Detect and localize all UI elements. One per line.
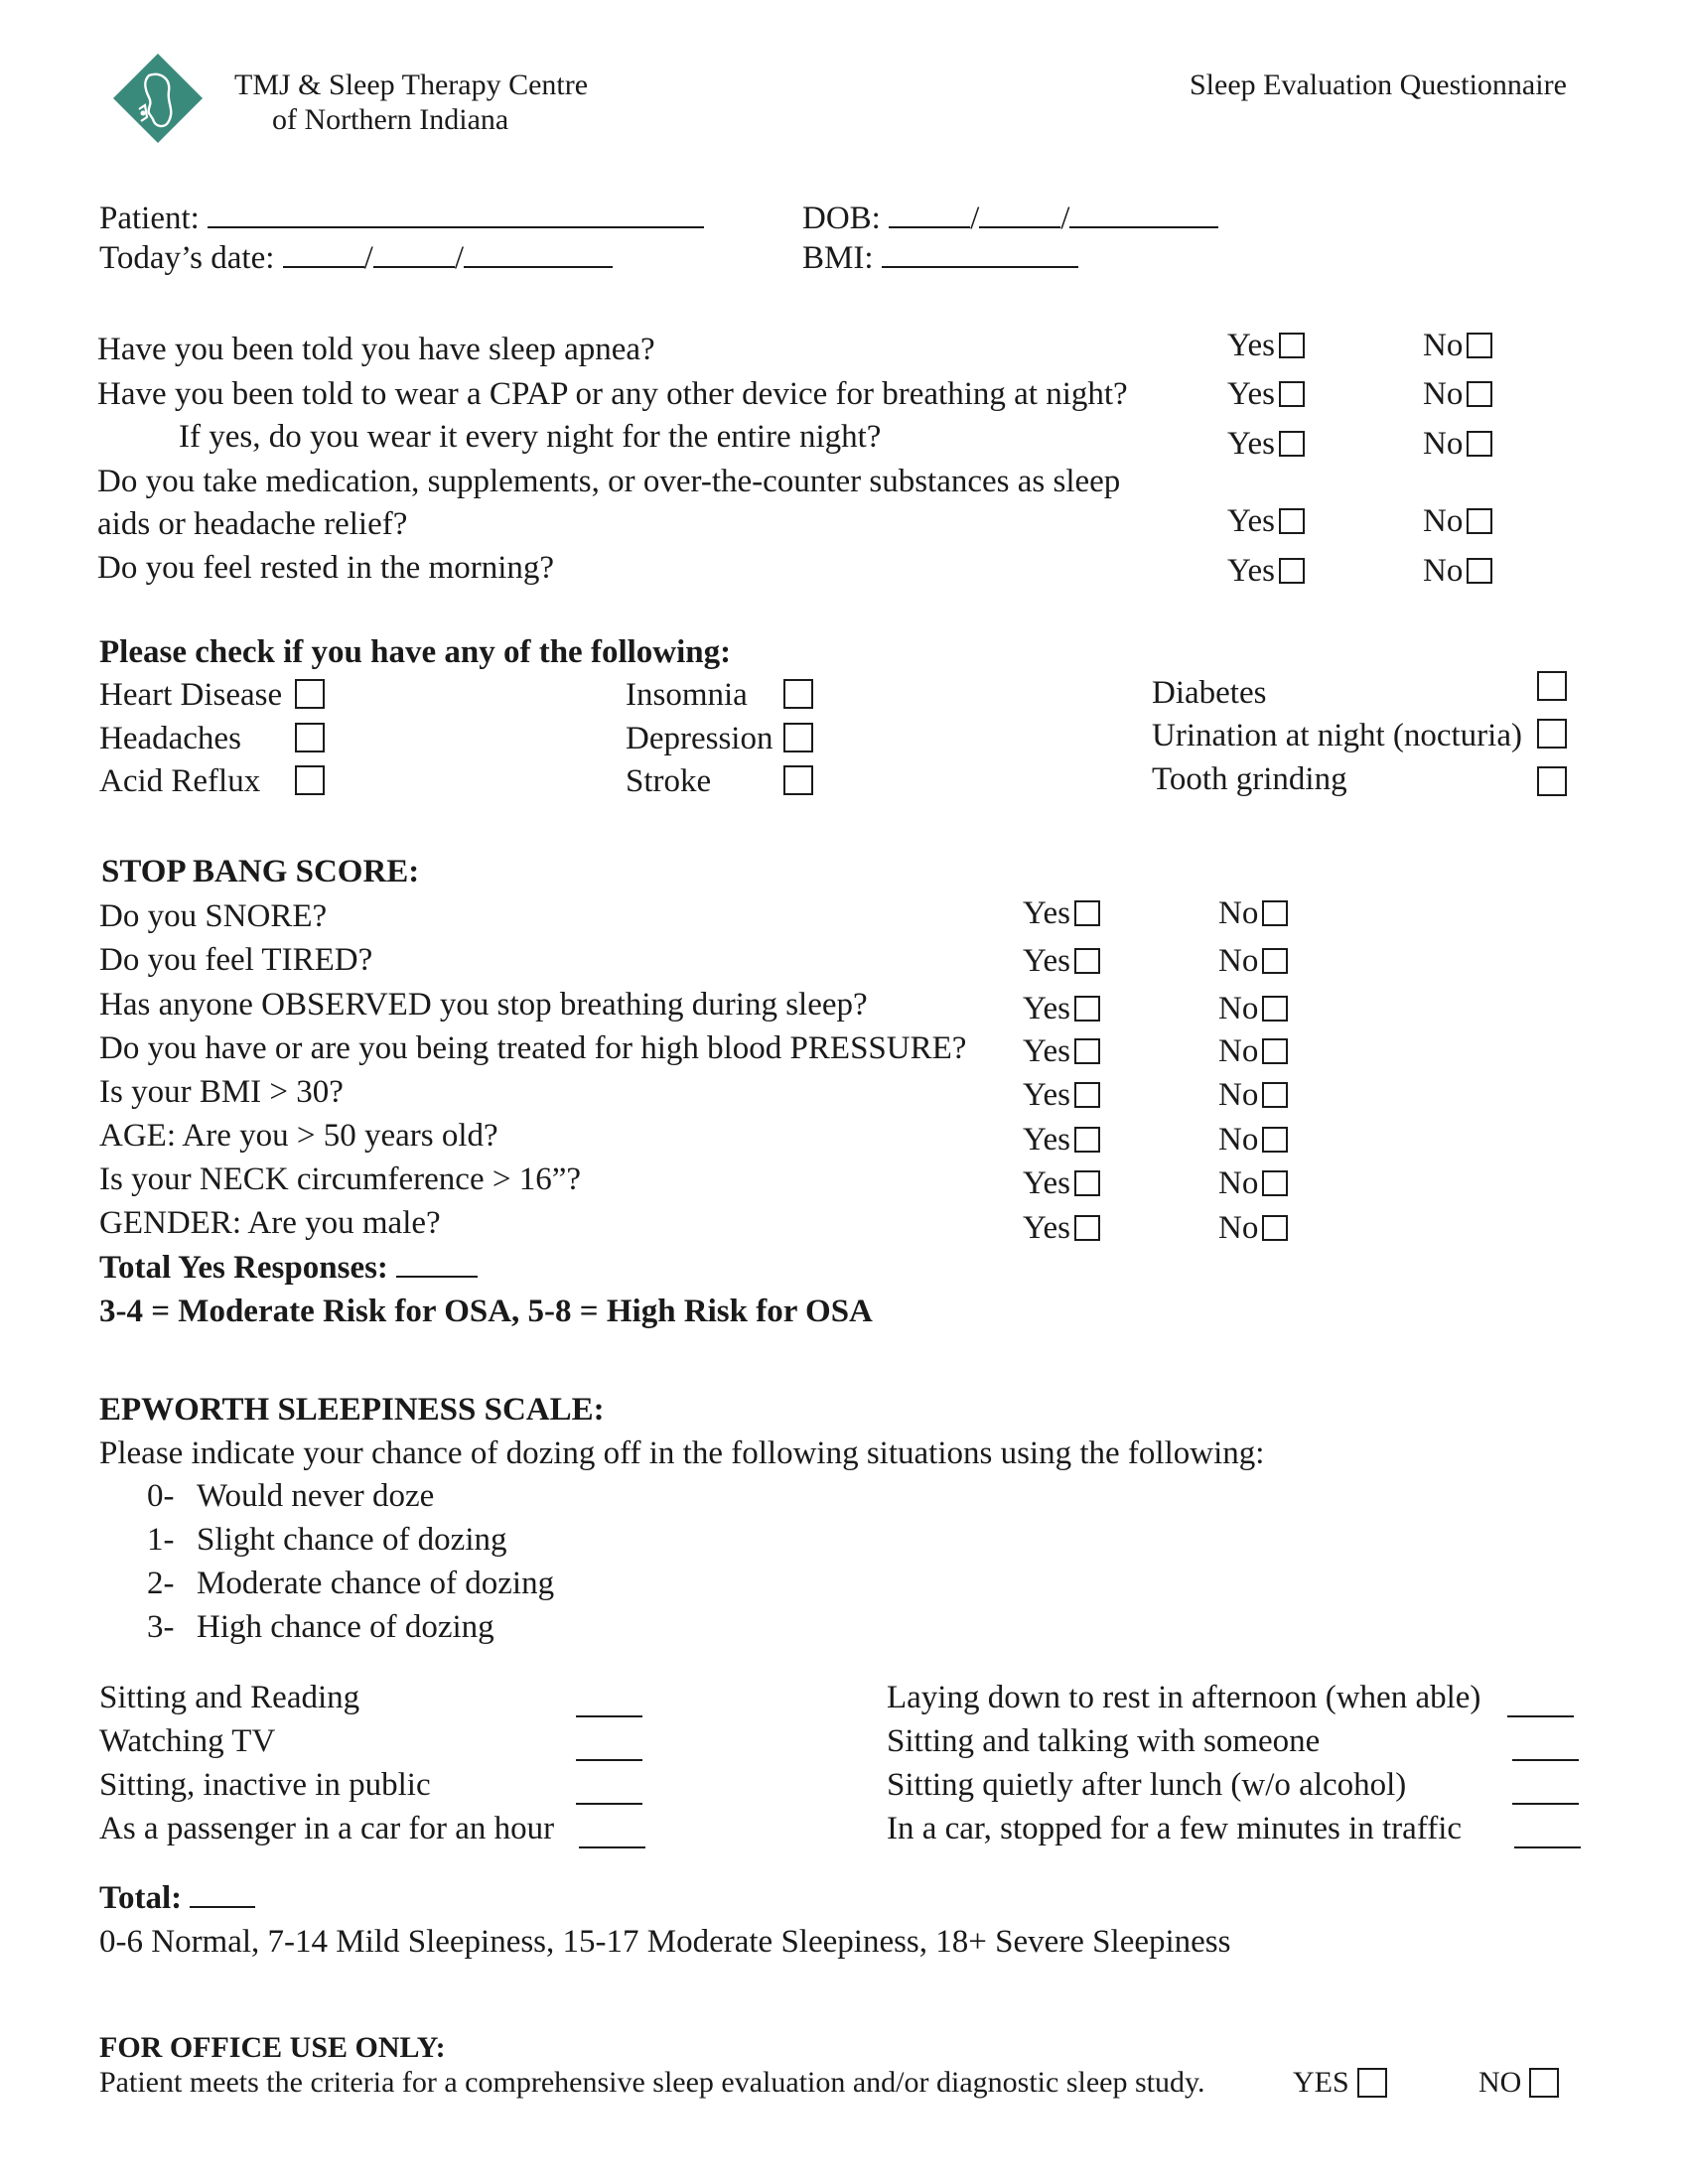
stop-bang-question-age: AGE: Are you > 50 years old? [99, 1118, 498, 1154]
scale-number: 2- [147, 1566, 175, 1601]
office-no-option [1478, 2063, 1559, 2103]
yes-checkbox[interactable] [1074, 1170, 1100, 1196]
no-checkbox[interactable] [1262, 1170, 1288, 1196]
epworth-total-row [99, 1878, 255, 1918]
epworth-total-label: Total: [99, 1880, 183, 1916]
no-option [1218, 1075, 1288, 1115]
condition-depression: Depression [626, 721, 773, 756]
situation-score-field[interactable] [1512, 1731, 1579, 1761]
situation-score-field[interactable] [1512, 1775, 1579, 1805]
no-option [1218, 941, 1288, 981]
yes-label: Yes [1023, 1210, 1071, 1246]
no-checkbox[interactable] [1262, 1215, 1288, 1241]
yes-option [1227, 424, 1305, 464]
no-checkbox[interactable] [1467, 333, 1492, 358]
insomnia-checkbox[interactable] [783, 679, 813, 709]
bmi-label: BMI: [802, 240, 874, 276]
no-option [1423, 551, 1492, 591]
yes-checkbox[interactable] [1279, 508, 1305, 534]
situation-score-field[interactable] [576, 1731, 642, 1761]
heart-disease-checkbox[interactable] [295, 679, 325, 709]
stop-bang-risk-note: 3-4 = Moderate Risk for OSA, 5-8 = High Risk for OSA [99, 1294, 873, 1329]
no-option [1423, 374, 1492, 414]
office-use-heading: FOR OFFICE USE ONLY: [99, 2031, 446, 2064]
yes-checkbox[interactable] [1279, 381, 1305, 407]
yes-option [1023, 989, 1100, 1028]
no-label: No [1218, 1210, 1259, 1246]
no-label: No [1218, 943, 1259, 979]
yes-checkbox[interactable] [1279, 431, 1305, 457]
yes-checkbox[interactable] [1074, 948, 1100, 974]
yes-label: Yes [1023, 1033, 1071, 1069]
epworth-total-field[interactable] [190, 1878, 255, 1908]
no-checkbox[interactable] [1467, 381, 1492, 407]
no-option [1423, 501, 1492, 541]
yes-option [1227, 551, 1305, 591]
yes-checkbox[interactable] [1074, 900, 1100, 926]
yes-option [1023, 1075, 1100, 1115]
yes-label: Yes [1227, 503, 1276, 539]
yes-option [1023, 941, 1100, 981]
scale-text: High chance of dozing [197, 1609, 494, 1645]
yes-checkbox[interactable] [1074, 1127, 1100, 1153]
scale-text: Slight chance of dozing [197, 1522, 507, 1558]
stop-bang-question-tired: Do you feel TIRED? [99, 942, 373, 978]
no-checkbox[interactable] [1467, 508, 1492, 534]
yes-label: Yes [1023, 1165, 1071, 1201]
todays-date-year-field[interactable] [464, 238, 613, 268]
question-cpap-every-night: If yes, do you wear it every night for the entire night? [179, 419, 882, 455]
office-yes-label: YES [1293, 2066, 1349, 2099]
condition-insomnia: Insomnia [626, 677, 748, 713]
headaches-checkbox[interactable] [295, 723, 325, 752]
yes-checkbox[interactable] [1074, 1038, 1100, 1064]
stop-bang-question-neck: Is your NECK circumference > 16”? [99, 1161, 581, 1197]
yes-checkbox[interactable] [1279, 333, 1305, 358]
yes-option [1023, 1031, 1100, 1071]
scale-item [147, 1520, 507, 1560]
no-label: No [1423, 328, 1464, 363]
condition-diabetes: Diabetes [1152, 675, 1267, 711]
dob-row: DOB: / / [802, 199, 1218, 238]
scale-number: 0- [147, 1478, 175, 1514]
no-option [1218, 989, 1288, 1028]
yes-label: Yes [1023, 895, 1071, 931]
todays-date-day-field[interactable] [373, 238, 455, 268]
todays-date-label: Today’s date: [99, 240, 275, 276]
situation-score-field[interactable] [1507, 1688, 1574, 1717]
question-medication-line2: aids or headache relief? [97, 506, 408, 542]
yes-label: Yes [1227, 553, 1276, 589]
scale-item [147, 1476, 434, 1516]
situation-inactive-public: Sitting, inactive in public [99, 1767, 431, 1803]
office-yes-option [1293, 2063, 1387, 2103]
stop-bang-total-field[interactable] [396, 1248, 478, 1278]
no-checkbox[interactable] [1262, 1127, 1288, 1153]
no-checkbox[interactable] [1262, 948, 1288, 974]
no-option [1218, 893, 1288, 933]
no-option [1423, 424, 1492, 464]
yes-option [1023, 1163, 1100, 1203]
situation-score-field[interactable] [1514, 1819, 1581, 1848]
no-label: No [1218, 895, 1259, 931]
scale-number: 3- [147, 1609, 175, 1645]
yes-option [1023, 893, 1100, 933]
situation-laying-down: Laying down to rest in afternoon (when able) [887, 1680, 1481, 1715]
dob-month-field[interactable] [889, 199, 970, 228]
no-label: No [1218, 1122, 1259, 1158]
stop-bang-heading: STOP BANG SCORE: [101, 854, 420, 889]
no-checkbox[interactable] [1467, 431, 1492, 457]
condition-stroke: Stroke [626, 763, 712, 799]
condition-nocturia: Urination at night (nocturia) [1152, 718, 1522, 753]
conditions-heading: Please check if you have any of the following: [99, 634, 732, 670]
condition-acid-reflux: Acid Reflux [99, 763, 261, 799]
depression-checkbox[interactable] [783, 723, 813, 752]
yes-checkbox[interactable] [1074, 1082, 1100, 1108]
condition-headaches: Headaches [99, 721, 241, 756]
situation-score-field[interactable] [576, 1688, 642, 1717]
todays-date-month-field[interactable] [283, 238, 364, 268]
dob-day-field[interactable] [979, 199, 1060, 228]
no-label: No [1423, 376, 1464, 412]
yes-option [1023, 1120, 1100, 1160]
condition-heart-disease: Heart Disease [99, 677, 283, 713]
question-medication-line1: Do you take medication, supplements, or over-the-counter substances as sleep [97, 464, 1121, 499]
office-no-checkbox[interactable] [1529, 2068, 1559, 2098]
org-name-line2: of Northern Indiana [272, 103, 509, 136]
no-option [1218, 1120, 1288, 1160]
yes-option [1227, 326, 1305, 365]
stop-bang-question-observed: Has anyone OBSERVED you stop breathing during sleep? [99, 987, 868, 1023]
scale-text: Moderate chance of dozing [197, 1566, 555, 1601]
scale-item [147, 1607, 494, 1647]
no-label: No [1423, 426, 1464, 462]
scale-number: 1- [147, 1522, 175, 1558]
yes-option [1227, 374, 1305, 414]
org-name-line1: TMJ & Sleep Therapy Centre [234, 68, 589, 101]
situation-stopped-traffic: In a car, stopped for a few minutes in traffic [887, 1811, 1463, 1846]
acid-reflux-checkbox[interactable] [295, 765, 325, 795]
no-checkbox[interactable] [1262, 1038, 1288, 1064]
stop-bang-total-row [99, 1248, 478, 1288]
no-checkbox[interactable] [1262, 1082, 1288, 1108]
no-label: No [1218, 1033, 1259, 1069]
stop-bang-question-bmi: Is your BMI > 30? [99, 1074, 344, 1110]
yes-label: Yes [1023, 1122, 1071, 1158]
scale-item [147, 1564, 554, 1603]
yes-checkbox[interactable] [1074, 1215, 1100, 1241]
todays-date-row: Today’s date: / / [99, 238, 613, 278]
situation-passenger-car: As a passenger in a car for an hour [99, 1811, 555, 1846]
no-label: No [1218, 1165, 1259, 1201]
no-label: No [1423, 503, 1464, 539]
yes-label: Yes [1227, 426, 1276, 462]
yes-label: Yes [1023, 1077, 1071, 1113]
yes-checkbox[interactable] [1074, 996, 1100, 1022]
situation-watching-tv: Watching TV [99, 1723, 276, 1759]
yes-label: Yes [1227, 376, 1276, 412]
stroke-checkbox[interactable] [783, 765, 813, 795]
no-option [1423, 326, 1492, 365]
question-rested: Do you feel rested in the morning? [97, 550, 555, 586]
office-yes-checkbox[interactable] [1357, 2068, 1387, 2098]
yes-label: Yes [1023, 943, 1071, 979]
patient-row [99, 199, 704, 238]
yes-label: Yes [1227, 328, 1276, 363]
situation-score-field[interactable] [579, 1819, 645, 1848]
situation-after-lunch: Sitting quietly after lunch (w/o alcohol) [887, 1767, 1407, 1803]
no-label: No [1218, 991, 1259, 1026]
clinic-logo [109, 50, 207, 147]
epworth-heading: EPWORTH SLEEPINESS SCALE: [99, 1392, 605, 1428]
no-checkbox[interactable] [1467, 558, 1492, 584]
yes-option [1227, 501, 1305, 541]
yes-label: Yes [1023, 991, 1071, 1026]
form-title: Sleep Evaluation Questionnaire [1190, 68, 1567, 101]
no-option [1218, 1163, 1288, 1203]
epworth-legend: 0-6 Normal, 7-14 Mild Sleepiness, 15-17 Moderate Sleepiness, 18+ Severe Sleepiness [99, 1924, 1231, 1960]
yes-checkbox[interactable] [1279, 558, 1305, 584]
patient-label: Patient: [99, 201, 200, 236]
condition-tooth-grinding: Tooth grinding [1152, 761, 1347, 797]
no-checkbox[interactable] [1262, 996, 1288, 1022]
situation-score-field[interactable] [576, 1775, 642, 1805]
stop-bang-total-label: Total Yes Responses: [99, 1250, 388, 1286]
scale-text: Would never doze [197, 1478, 435, 1514]
bmi-field[interactable] [882, 238, 1078, 268]
situation-talking: Sitting and talking with someone [887, 1723, 1321, 1759]
yes-option [1023, 1208, 1100, 1248]
tooth-grinding-checkbox[interactable] [1537, 766, 1567, 796]
situation-sitting-reading: Sitting and Reading [99, 1680, 360, 1715]
no-option [1218, 1031, 1288, 1071]
no-checkbox[interactable] [1262, 900, 1288, 926]
patient-name-field[interactable] [208, 199, 704, 228]
stop-bang-question-pressure: Do you have or are you being treated for high blood PRESSURE? [99, 1030, 967, 1066]
epworth-instructions: Please indicate your chance of dozing off in the following situations using the following: [99, 1435, 1265, 1471]
dob-label: DOB: [802, 201, 881, 236]
dob-year-field[interactable] [1069, 199, 1218, 228]
no-label: No [1218, 1077, 1259, 1113]
stop-bang-question-snore: Do you SNORE? [99, 898, 328, 934]
office-use-criteria: Patient meets the criteria for a comprehensive sleep evaluation and/or diagnostic sleep study. [99, 2066, 1205, 2099]
stop-bang-question-gender: GENDER: Are you male? [99, 1205, 441, 1241]
nocturia-checkbox[interactable] [1537, 719, 1567, 749]
diabetes-checkbox[interactable] [1537, 671, 1567, 701]
question-cpap: Have you been told to wear a CPAP or any other device for breathing at night? [97, 376, 1128, 412]
no-label: No [1423, 553, 1464, 589]
bmi-row [802, 238, 1078, 278]
no-option [1218, 1208, 1288, 1248]
question-sleep-apnea: Have you been told you have sleep apnea? [97, 332, 655, 367]
office-no-label: NO [1478, 2066, 1522, 2099]
